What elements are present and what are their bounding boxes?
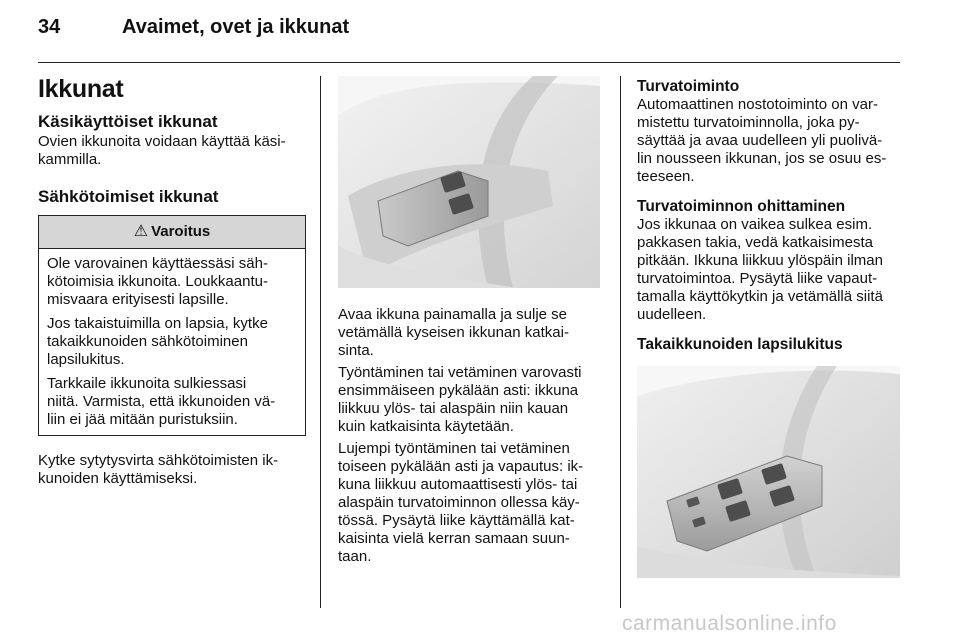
child-lock-heading: Takaikkunoiden lapsilukitus [637,336,843,353]
text-line: lapsilukitus. [47,351,125,368]
warning-header [39,216,305,249]
text-line: mistettu turvatoiminnolla, joka py- [637,114,860,131]
text-line: liikkuu ylös- tai alaspäin niin kauan [338,400,569,417]
text-line: ensimmäiseen pykälään asti: ikkuna [338,382,579,399]
paragraph-second-detent [338,440,610,566]
text-line: teeseen. [637,168,695,185]
warning-body [39,249,305,435]
safety-function-text [637,96,901,186]
text-line: Lujempi työntäminen tai vetäminen [338,440,570,457]
text-line: alaspäin turvatoiminnon ollessa käy- [338,494,580,511]
text-line: kötoimisia ikkunoita. Loukkaantu- [47,273,268,290]
switch-panel-image [637,366,900,578]
warning-title: Varoitus [151,223,211,240]
ignition-note [38,452,306,488]
door-panel-switch-image [338,76,600,288]
text-line: toiseen pykälään asti ja vapautus: ik- [338,458,584,475]
text-line: lin nousseen ikkunan, jos se osuu es- [637,150,887,167]
text-line: Ole varovainen käyttäessäsi säh- [47,255,268,272]
text-line: Ovien ikkunoita voidaan käyttää käsi- [38,133,286,150]
text-line: Jos ikkunaa on vaikea sulkea esim. [637,216,873,233]
text-line: taan. [338,548,372,565]
window-switch-illustration [338,76,600,288]
column-3 [637,78,901,354]
text-line: kuin katkaisinta käytetään. [338,418,514,435]
manual-windows-text [38,133,306,169]
text-line: takaikkunoiden sähkötoiminen [47,333,248,350]
column-1 [38,72,306,488]
warning-paragraph [47,315,295,369]
warning-box [38,215,306,436]
text-line: Tarkkaile ikkunoita sulkiessasi [47,375,247,392]
text-line: kunoiden käyttämiseksi. [38,470,198,487]
text-line: turvatoimintoa. Pysäytä liike vapaut- [637,270,878,287]
warning-paragraph [47,375,295,429]
power-windows-heading: Sähkötoimiset ikkunat [38,187,219,206]
text-line: tössä. Pysäytä liike käyttämällä kat- [338,512,575,529]
paragraph-first-detent [338,364,610,436]
text-line: säyttää ja avaa uudelleen yli puolivä- [637,132,883,149]
text-line: liin ei jää mitään puristuksiin. [47,411,238,428]
override-heading: Turvatoiminnon ohittaminen [637,198,846,215]
text-line: kaisinta vielä kerran samaan suun- [338,530,570,547]
warning-paragraph [47,255,295,309]
text-line: vetämällä kyseisen ikkunan katkai- [338,324,569,341]
text-line: uudelleen. [637,306,707,323]
column-divider-1 [320,76,321,608]
safety-function-heading: Turvatoiminto [637,78,740,95]
watermark: carmanualsonline.info [622,612,837,635]
column-2-text [338,306,610,566]
paragraph-open-close [338,306,610,360]
text-line: Työntäminen tai vetäminen varovasti [338,364,582,381]
warning-triangle-icon: ⚠ [133,223,149,240]
override-text [637,216,901,324]
text-line: sinta. [338,342,374,359]
text-line: kammilla. [38,151,102,168]
header-rule [38,62,900,63]
text-line: misvaara erityisesti lapsille. [47,291,229,308]
text-line: Avaa ikkuna painamalla ja sulje se [338,306,568,323]
text-line: tamalla käyttökytkin ja vetämällä siitä [637,288,883,305]
text-line: niitä. Varmista, että ikkunoiden vä- [47,393,276,410]
section-title: Ikkunat [38,75,124,103]
text-line: pakkasen takia, vedä katkaisimesta [637,234,873,251]
text-line: Automaattinen nostotoiminto on var- [637,96,878,113]
manual-windows-heading: Käsikäyttöiset ikkunat [38,112,218,131]
text-line: Jos takaistuimilla on lapsia, kytke [47,315,268,332]
column-divider-2 [620,76,621,608]
running-title: Avaimet, ovet ja ikkunat [122,16,350,38]
page-number: 34 [38,16,61,38]
child-lock-illustration [637,366,900,578]
text-line: pitkään. Ikkuna liikkuu ylöspäin ilman [637,252,883,269]
text-line: kuna liikkuu automaattisesti ylös- tai [338,476,578,493]
text-line: Kytke sytytysvirta sähkötoimisten ik- [38,452,279,469]
